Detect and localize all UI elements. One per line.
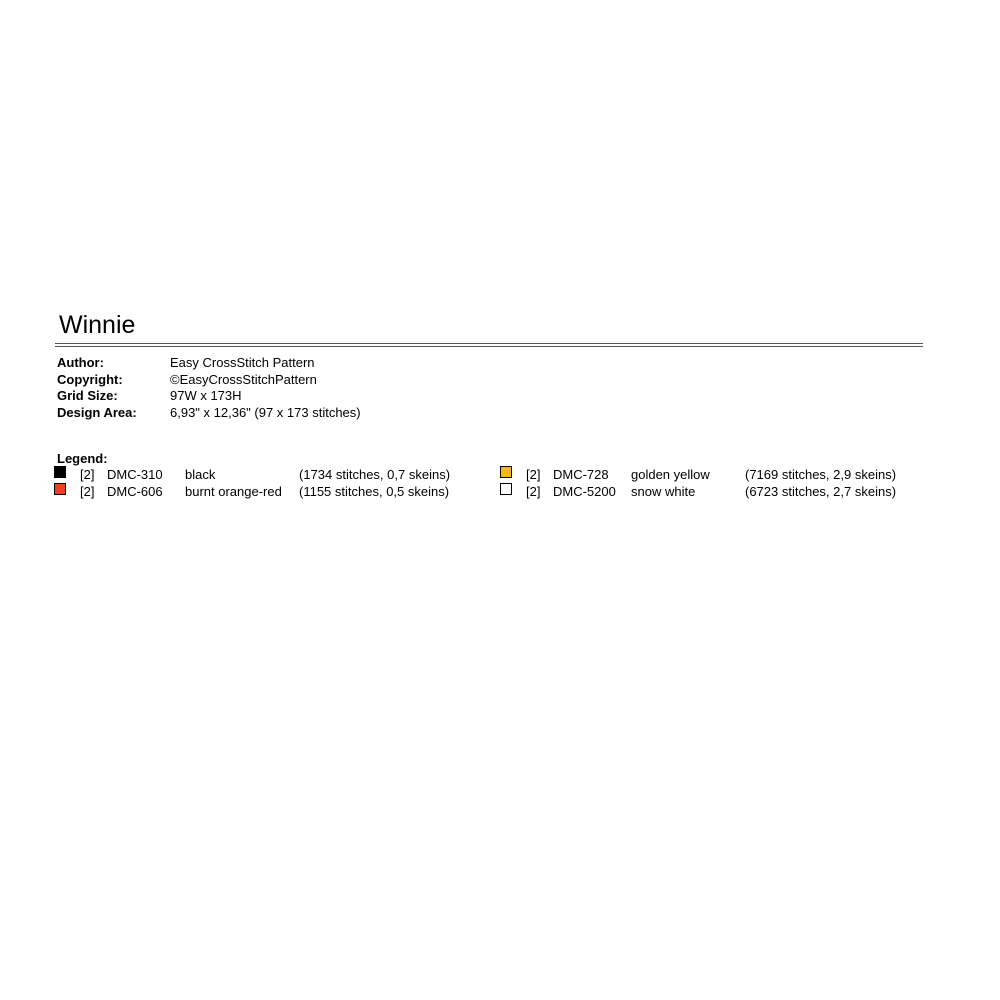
legend-stitch-count: (1155 stitches, 0,5 skeins) xyxy=(299,484,450,499)
meta-value: Easy CrossStitch Pattern xyxy=(170,355,315,370)
legend-strand-count: [2] xyxy=(526,467,541,482)
legend-title: Legend: xyxy=(57,451,108,466)
title-divider-top xyxy=(55,343,923,344)
legend-strand-count: [2] xyxy=(80,467,95,482)
meta-label: Author: xyxy=(57,355,104,370)
meta-label: Grid Size: xyxy=(57,388,118,403)
color-swatch xyxy=(500,483,512,495)
legend-stitch-count: (1734 stitches, 0,7 skeins) xyxy=(299,467,451,482)
legend-color-name: golden yellow xyxy=(631,467,710,482)
meta-value: ©EasyCrossStitchPattern xyxy=(170,371,317,387)
legend-color-name: burnt orange-red xyxy=(185,484,282,499)
legend-color-name: snow white xyxy=(631,484,696,499)
color-swatch xyxy=(500,466,512,478)
legend-floss-code: DMC-310 xyxy=(107,467,163,482)
legend-floss-code: DMC-728 xyxy=(553,467,609,482)
meta-value: 6,93" x 12,36" (97 x 173 stitches) xyxy=(170,404,361,420)
pattern-title: Winnie xyxy=(59,311,136,339)
legend-strand-count: [2] xyxy=(80,484,95,499)
legend-color-name: black xyxy=(185,467,216,482)
color-swatch xyxy=(54,466,66,478)
legend-stitch-count: (7169 stitches, 2,9 skeins) xyxy=(745,467,897,482)
title-divider-bottom xyxy=(55,346,923,347)
meta-label: Design Area: xyxy=(57,404,137,420)
legend-strand-count: [2] xyxy=(526,484,541,499)
legend-stitch-count: (6723 stitches, 2,7 skeins) xyxy=(745,484,897,499)
color-swatch xyxy=(54,483,66,495)
meta-value: 97W x 173H xyxy=(170,388,242,403)
meta-label: Copyright: xyxy=(57,371,123,387)
legend-floss-code: DMC-606 xyxy=(107,484,163,499)
legend-floss-code: DMC-5200 xyxy=(553,484,616,499)
